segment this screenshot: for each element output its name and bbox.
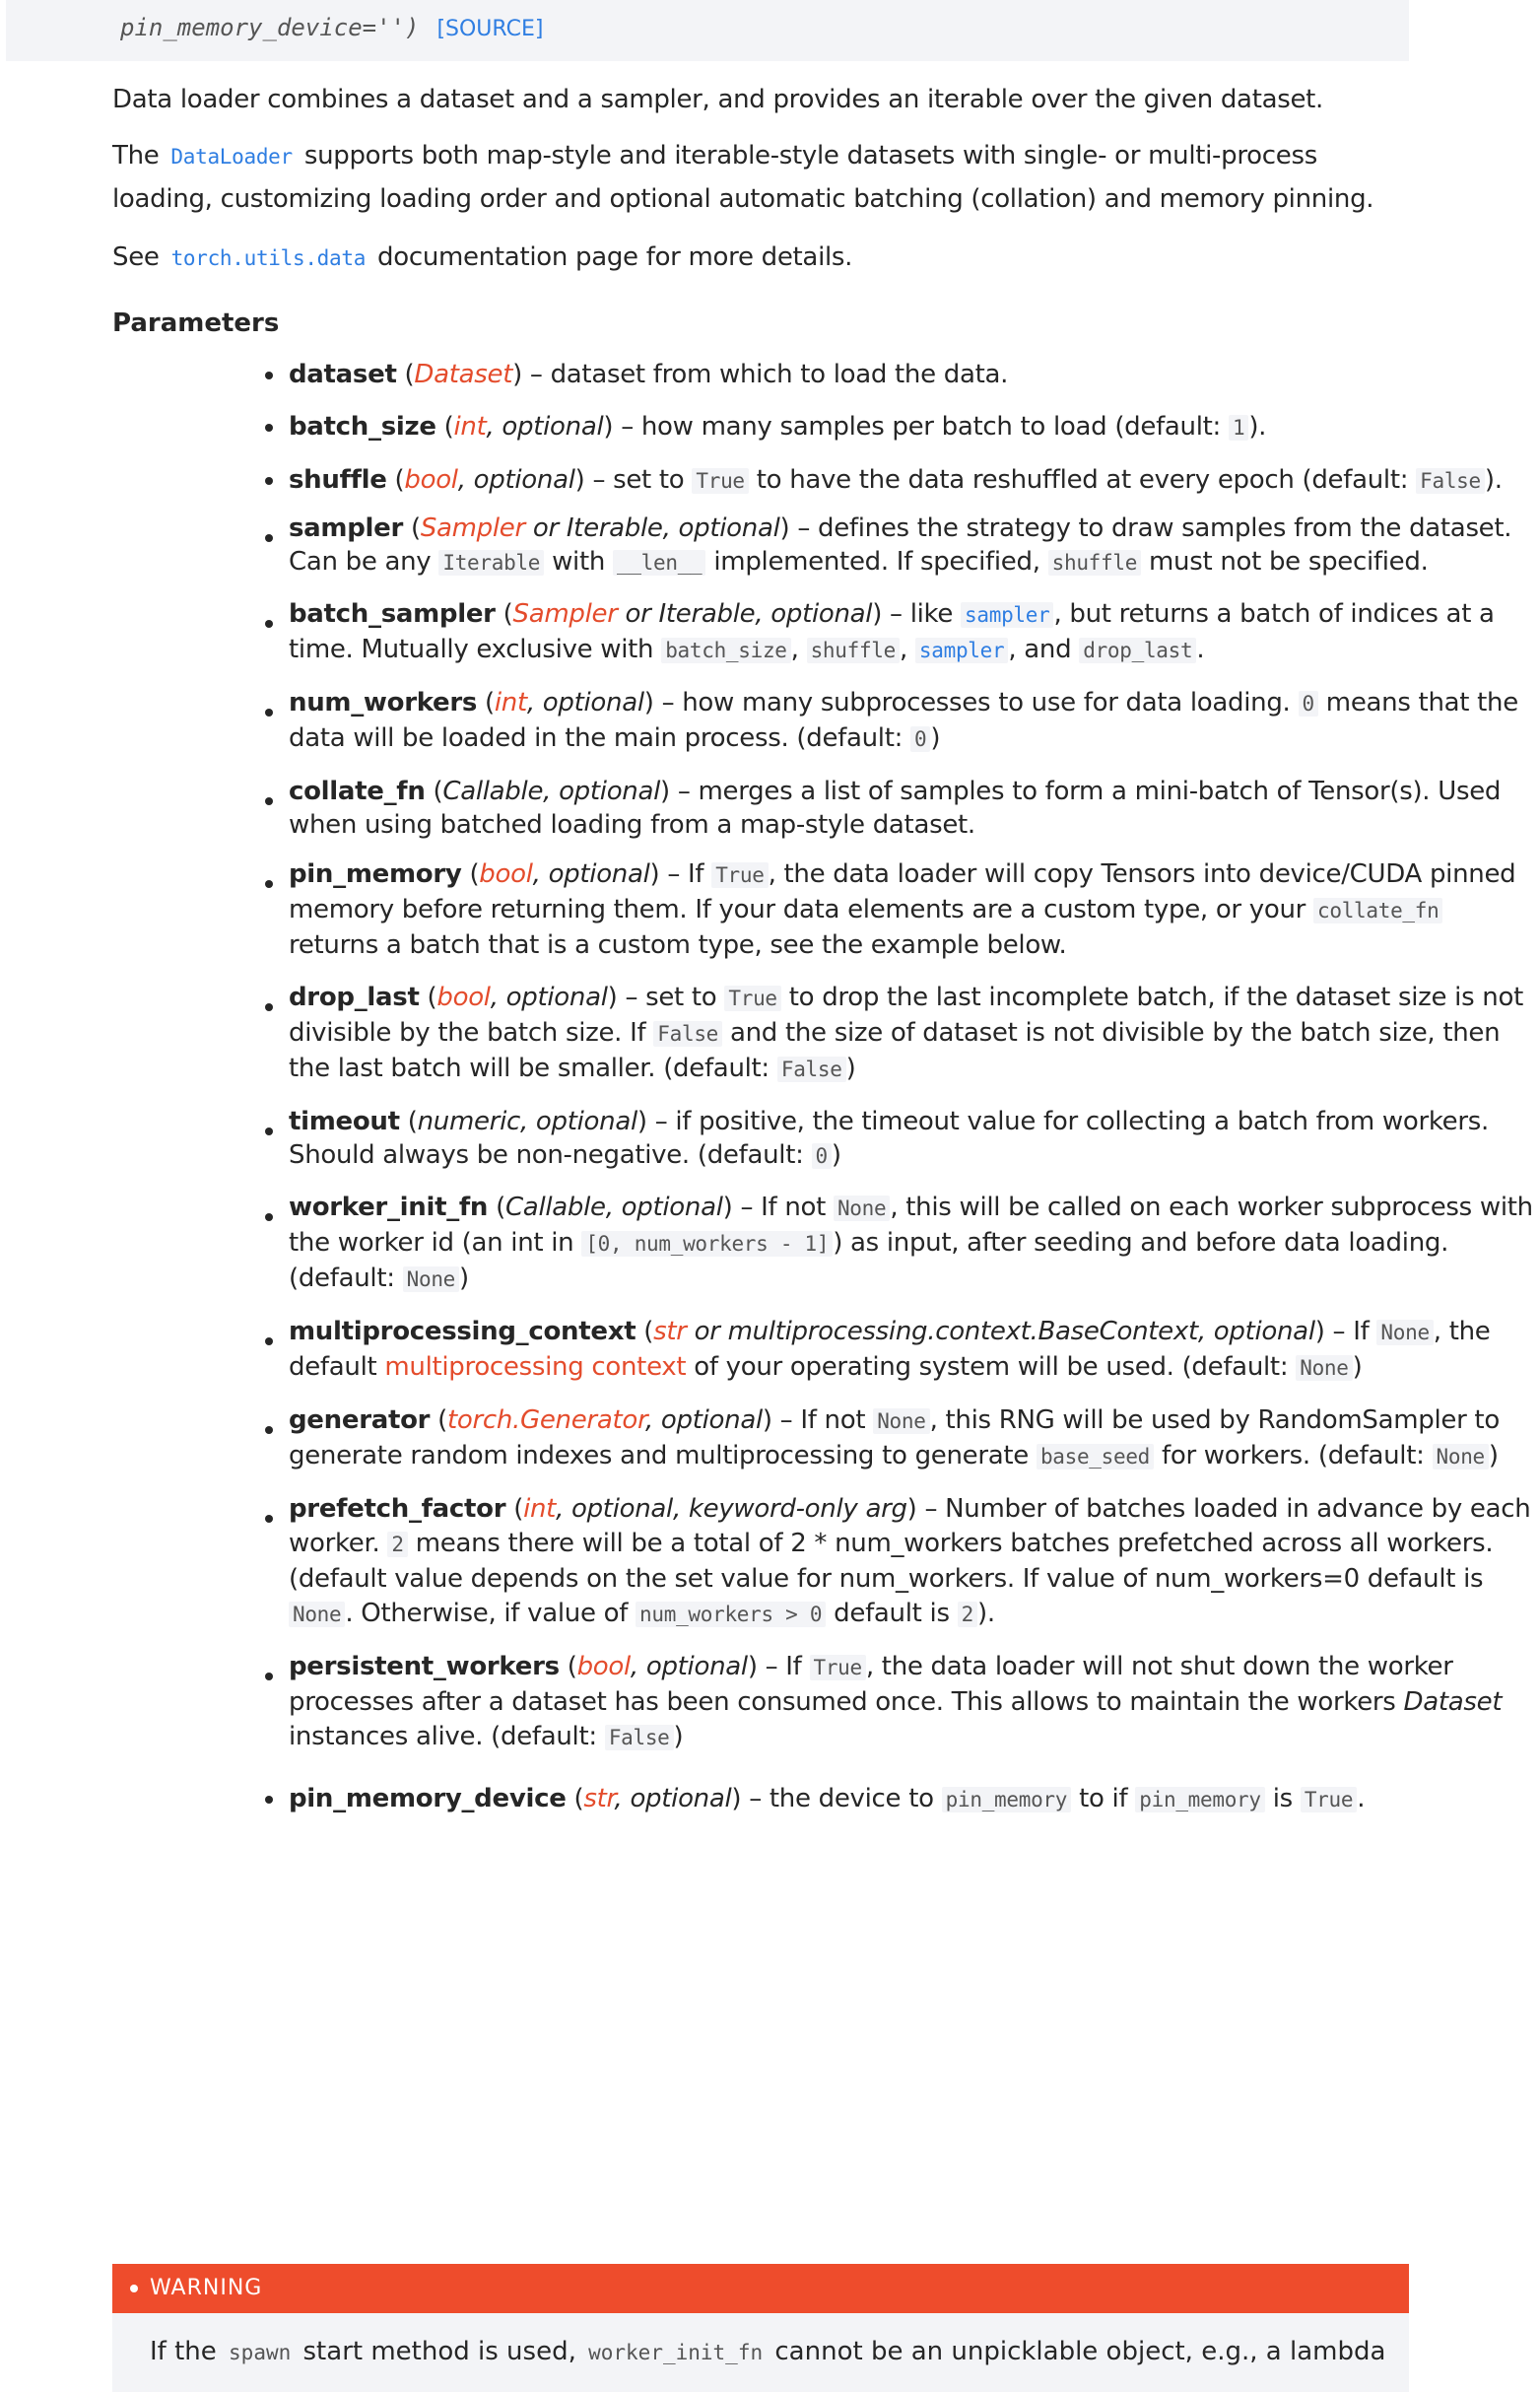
param-sampler: sampler (Sampler or Iterable, optional) – defines the strategy to draw samples from the dataset. Can be any Iterable with __len__ implemented. If specified, shuffle must not be specified. <box>289 512 1540 580</box>
param-desc: ). <box>977 1599 995 1628</box>
param-type: , optional <box>644 1405 763 1435</box>
param-type: or multiprocessing.context.BaseContext, optional <box>686 1317 1315 1346</box>
param-type: , optional <box>532 859 650 889</box>
param-desc: of your operating system will be used. (default: <box>686 1352 1297 1382</box>
inline-code: 1 <box>1229 415 1248 441</box>
param-type-link[interactable]: Sampler <box>420 513 525 543</box>
param-name: generator <box>289 1405 431 1435</box>
text: supports both map-style and iterable-style datasets with single- or multi-process loading, customizing loading order and optional automatic batching (collation) and memory pinning. <box>112 141 1374 214</box>
warning-body <box>112 2313 1409 2392</box>
separator: , <box>899 635 915 664</box>
param-type-link[interactable]: int <box>523 1494 557 1524</box>
inline-code: num_workers > 0 <box>636 1602 826 1627</box>
inline-code: None <box>834 1196 890 1221</box>
separator: , <box>790 635 807 664</box>
inline-code: False <box>605 1725 674 1750</box>
param-desc: – set to <box>617 983 725 1012</box>
param-desc: – If not <box>732 1193 834 1222</box>
param-desc-italic: Dataset <box>1403 1687 1503 1717</box>
inline-code: True <box>724 986 780 1011</box>
inline-code: shuffle <box>1048 550 1141 576</box>
text: documentation page for more details. <box>369 242 853 272</box>
param-type-link[interactable]: bool <box>479 859 533 889</box>
param-desc: , the default <box>289 1317 1491 1382</box>
param-desc: instances alive. (default: <box>289 1722 605 1751</box>
param-desc: – If <box>1324 1317 1377 1346</box>
param-type: , optional <box>457 465 575 495</box>
param-desc: ) <box>831 1140 841 1170</box>
inline-code: True <box>711 862 768 888</box>
param-name: persistent_workers <box>289 1652 560 1681</box>
inline-code: spawn <box>225 2340 295 2365</box>
warning-header: WARNING <box>112 2264 1409 2313</box>
param-worker-init-fn: worker_init_fn (Callable, optional) – If not None , this will be called on each worker subprocess with the worker id (an int in [0, num_workers - 1] ) as input, after seeding and before data loading. (default: None ) <box>289 1191 1540 1297</box>
inline-code: 0 <box>812 1143 832 1169</box>
param-type: , optional <box>526 688 644 718</box>
inline-code: collate_fn <box>1313 898 1442 923</box>
inline-code: __len__ <box>613 550 705 576</box>
param-type: , optional <box>630 1652 748 1681</box>
param-desc: is <box>1264 1784 1301 1813</box>
see-paragraph <box>112 237 1413 280</box>
param-name: sampler <box>289 513 403 543</box>
param-desc: ) <box>1488 1441 1499 1470</box>
param-type: , optional <box>490 983 608 1012</box>
param-generator: generator (torch.Generator, optional) – If not None , this RNG will be used by RandomSampler to generate random indexes and multiprocessing to generate base_seed for workers. (default: None ) <box>289 1403 1540 1474</box>
param-desc: implemented. If specified, <box>705 547 1048 577</box>
param-num-workers: num_workers (int, optional) – how many subprocesses to use for data loading. 0 means that the data will be loaded in the main process. (default: 0 ) <box>289 686 1540 757</box>
inline-code: pin_memory <box>1135 1787 1264 1812</box>
param-desc: – Number of batches loaded in advance by each worker. <box>289 1494 1531 1558</box>
inline-code: shuffle <box>807 638 900 663</box>
param-desc: means that the data will be loaded in the main process. (default: <box>289 688 1518 753</box>
param-type-link[interactable]: Dataset <box>414 360 513 389</box>
param-desc: , the data loader will not shut down the worker processes after a dataset has been consumed once. This allows to maintain the workers <box>289 1652 1453 1717</box>
inline-code: None <box>1433 1444 1489 1469</box>
warning-text: cannot be an unpicklable object, e.g., a lambda <box>767 2337 1386 2366</box>
param-type-link[interactable]: bool <box>576 1652 631 1681</box>
param-name: collate_fn <box>289 777 426 806</box>
param-desc: . <box>1357 1784 1366 1813</box>
sampler-link[interactable]: sampler <box>915 638 1008 663</box>
inline-code: worker_init_fn <box>584 2340 767 2365</box>
param-desc: must not be specified. <box>1141 547 1429 577</box>
param-desc: – how many subprocesses to use for data loading. <box>653 688 1299 718</box>
param-desc: and the size of dataset is not divisible by the batch size, then the last batch will be smaller. (default: <box>289 1018 1501 1083</box>
param-desc: ) <box>930 723 941 753</box>
inline-code: False <box>1416 468 1485 494</box>
param-desc: ). <box>1484 465 1503 495</box>
inline-code: None <box>1376 1320 1433 1345</box>
inline-code: True <box>692 468 748 494</box>
param-batch-sampler: batch_sampler (Sampler or Iterable, optional) – like sampler , but returns a batch of indices at a time. Mutually exclusive with batch_size , shuffle , sampler , and drop_last . <box>289 597 1540 668</box>
warning-text: start method is used, <box>295 2337 585 2366</box>
param-timeout: timeout (numeric, optional) – if positive, the timeout value for collecting a batch from workers. Should always be non-negative. (default: 0 ) <box>289 1105 1540 1173</box>
param-desc: , this will be called on each worker subprocess with the worker id (an int in <box>289 1193 1533 1258</box>
param-desc: – If <box>757 1652 810 1681</box>
signature-bar <box>6 0 1409 61</box>
inline-code: 0 <box>910 726 930 752</box>
param-type: Callable, optional <box>504 1193 723 1222</box>
param-desc: – defines the strategy to draw samples from the dataset. Can be any <box>289 513 1512 577</box>
param-name: timeout <box>289 1107 400 1136</box>
inline-code: None <box>289 1602 345 1627</box>
inline-code: base_seed <box>1037 1444 1154 1469</box>
param-type: numeric, optional <box>417 1107 637 1136</box>
param-type-link[interactable]: Sampler <box>512 599 618 629</box>
param-desc: , the data loader will copy Tensors into device/CUDA pinned memory before returning them. If your data elements are a custom type, or your <box>289 859 1516 924</box>
param-name: worker_init_fn <box>289 1193 489 1222</box>
torch-utils-data-link[interactable]: torch.utils.data <box>170 246 367 270</box>
param-dataset: dataset (Dataset) – dataset from which to load the data. <box>289 349 1540 401</box>
param-type-link[interactable]: int <box>453 412 487 442</box>
param-type: or Iterable, optional <box>524 513 780 543</box>
param-desc: , but returns a batch of indices at a time. Mutually exclusive with <box>289 599 1495 664</box>
param-desc: ) <box>673 1722 684 1751</box>
param-pin-memory: pin_memory (bool, optional) – If True , the data loader will copy Tensors into device/CUDA pinned memory before returning them. If your data elements are a custom type, or your collate_fn returns a batch that is a custom type, see the example below. <box>289 857 1540 963</box>
param-desc: ) as input, after seeding and before data loading. (default: <box>289 1228 1449 1293</box>
text: See <box>112 242 167 272</box>
inline-code: drop_last <box>1079 638 1196 663</box>
param-name: num_workers <box>289 688 478 718</box>
param-desc: – if positive, the timeout value for collecting a batch from workers. Should always be non-negative. (default: <box>289 1107 1489 1170</box>
param-desc: , and <box>1008 635 1080 664</box>
inline-code: Iterable <box>438 550 544 576</box>
param-collate-fn: collate_fn (Callable, optional) – merges a list of samples to form a mini-batch of Tensor(s). Used when using batched loading from a map-style dataset. <box>289 775 1540 842</box>
inline-code: None <box>1296 1355 1352 1381</box>
param-shuffle: shuffle (bool, optional) – set to True to have the data reshuffled at every epoch (default: False ). <box>289 454 1540 508</box>
inline-code: True <box>1301 1787 1357 1812</box>
param-desc: ) <box>1352 1352 1363 1382</box>
param-desc: – set to <box>584 465 693 495</box>
param-desc: default is <box>826 1599 958 1628</box>
inline-code: None <box>403 1266 459 1292</box>
param-batch-size: batch_size (int, optional) – how many samples per batch to load (default: 1 ). <box>289 401 1540 454</box>
param-persistent-workers: persistent_workers (bool, optional) – If True , the data loader will not shut down the worker processes after a dataset has been consumed once. This allows to maintain the workers Dataset instances alive. (default: False ) <box>289 1650 1540 1755</box>
param-name: pin_memory_device <box>289 1784 567 1813</box>
param-desc: ) <box>459 1264 469 1293</box>
dataloader-link[interactable]: DataLoader <box>170 145 293 169</box>
param-type: , optional <box>486 412 604 442</box>
param-name: pin_memory <box>289 859 462 889</box>
param-desc: – how many samples per batch to load (default: <box>613 412 1229 442</box>
inline-code: False <box>653 1021 722 1047</box>
param-type-link[interactable]: bool <box>404 465 458 495</box>
param-desc: for workers. (default: <box>1154 1441 1433 1470</box>
param-name: prefetch_factor <box>289 1494 506 1524</box>
param-desc: . <box>1196 635 1205 664</box>
inline-code: 2 <box>387 1532 407 1557</box>
inline-code: None <box>873 1408 929 1434</box>
signature-code: pin_memory_device='') <box>120 14 420 41</box>
param-name: batch_sampler <box>289 599 496 629</box>
param-type: , optional <box>614 1784 732 1813</box>
inline-code: batch_size <box>661 638 790 663</box>
param-desc: . Otherwise, if value of <box>345 1599 636 1628</box>
param-name: shuffle <box>289 465 387 495</box>
param-desc: ) <box>845 1054 856 1083</box>
param-desc: ). <box>1248 412 1267 442</box>
inline-code: False <box>777 1057 846 1082</box>
doc-content <box>112 79 1533 1826</box>
inline-code: True <box>810 1655 866 1680</box>
param-pin-memory-device: pin_memory_device (str, optional) – the device to pin_memory to if pin_memory is True . <box>289 1773 1540 1826</box>
param-name: multiprocessing_context <box>289 1317 636 1346</box>
param-type-link[interactable]: bool <box>436 983 491 1012</box>
param-desc: – If not <box>771 1405 874 1435</box>
param-name: dataset <box>289 360 397 389</box>
param-desc: – dataset from which to load the data. <box>521 360 1009 389</box>
warning-text: If the <box>150 2337 226 2366</box>
multiprocessing-context-link[interactable]: multiprocessing context <box>384 1352 687 1382</box>
param-desc: to if <box>1071 1784 1136 1813</box>
inline-code: 2 <box>958 1602 977 1627</box>
param-desc: – the device to <box>741 1784 942 1813</box>
param-name: batch_size <box>289 412 436 442</box>
intro-paragraph: Data loader combines a dataset and a sampler, and provides an iterable over the given dataset. <box>112 85 1324 114</box>
param-desc: with <box>544 547 613 577</box>
param-type-link[interactable]: torch.Generator <box>446 1405 645 1435</box>
inline-code: pin_memory <box>942 1787 1071 1812</box>
param-prefetch-factor: prefetch_factor (int, optional, keyword-only arg) – Number of batches loaded in advance by each worker. 2 means there will be a total of 2 * num_workers batches prefetched across all workers. (default value depends on the set value for num_workers. If value of num_workers=0 default is None . Otherwise, if value of num_workers > 0 default is 2 ). <box>289 1492 1540 1632</box>
param-desc: means there will be a total of 2 * num_workers batches prefetched across all workers. (default value depends on the set value for num_workers. If value of num_workers=0 default is <box>289 1529 1494 1594</box>
param-type: or Iterable, optional <box>617 599 873 629</box>
support-paragraph <box>112 135 1413 221</box>
inline-code: 0 <box>1299 691 1318 717</box>
source-link[interactable]: [SOURCE] <box>436 17 544 41</box>
param-name: drop_last <box>289 983 420 1012</box>
param-type-link[interactable]: str <box>653 1317 687 1346</box>
param-multiprocessing-context: multiprocessing_context (str or multiprocessing.context.BaseContext, optional) – If None , the default multiprocessing context of your operating system will be used. (default: None ) <box>289 1315 1540 1386</box>
param-desc: – merges a list of samples to form a mini-batch of Tensor(s). Used when using batched loading from a map-style dataset. <box>289 777 1502 840</box>
param-type-link[interactable]: str <box>583 1784 615 1813</box>
parameters-list <box>0 349 1540 1826</box>
sampler-link[interactable]: sampler <box>961 602 1053 628</box>
text: The <box>112 141 167 171</box>
param-desc: – like <box>882 599 962 629</box>
param-drop-last: drop_last (bool, optional) – set to True to drop the last incomplete batch, if the dataset size is not divisible by the batch size. If False and the size of dataset is not divisible by the batch size, then the last batch will be smaller. (default: False ) <box>289 981 1540 1087</box>
param-desc: – If <box>659 859 712 889</box>
param-desc: to have the data reshuffled at every epoch (default: <box>748 465 1417 495</box>
inline-code: [0, num_workers - 1] <box>581 1231 833 1257</box>
param-desc: to drop the last incomplete batch, if the dataset size is not divisible by the batch size. If <box>289 983 1523 1048</box>
param-desc: returns a batch that is a custom type, see the example below. <box>289 930 1067 960</box>
param-desc: , this RNG will be used by RandomSampler to generate random indexes and multiprocessing to generate <box>289 1405 1500 1470</box>
parameters-heading: Parameters <box>112 308 280 338</box>
param-type-link[interactable]: int <box>494 688 527 718</box>
param-type: , optional, keyword-only arg <box>556 1494 907 1524</box>
param-type: Callable, optional <box>442 777 661 806</box>
